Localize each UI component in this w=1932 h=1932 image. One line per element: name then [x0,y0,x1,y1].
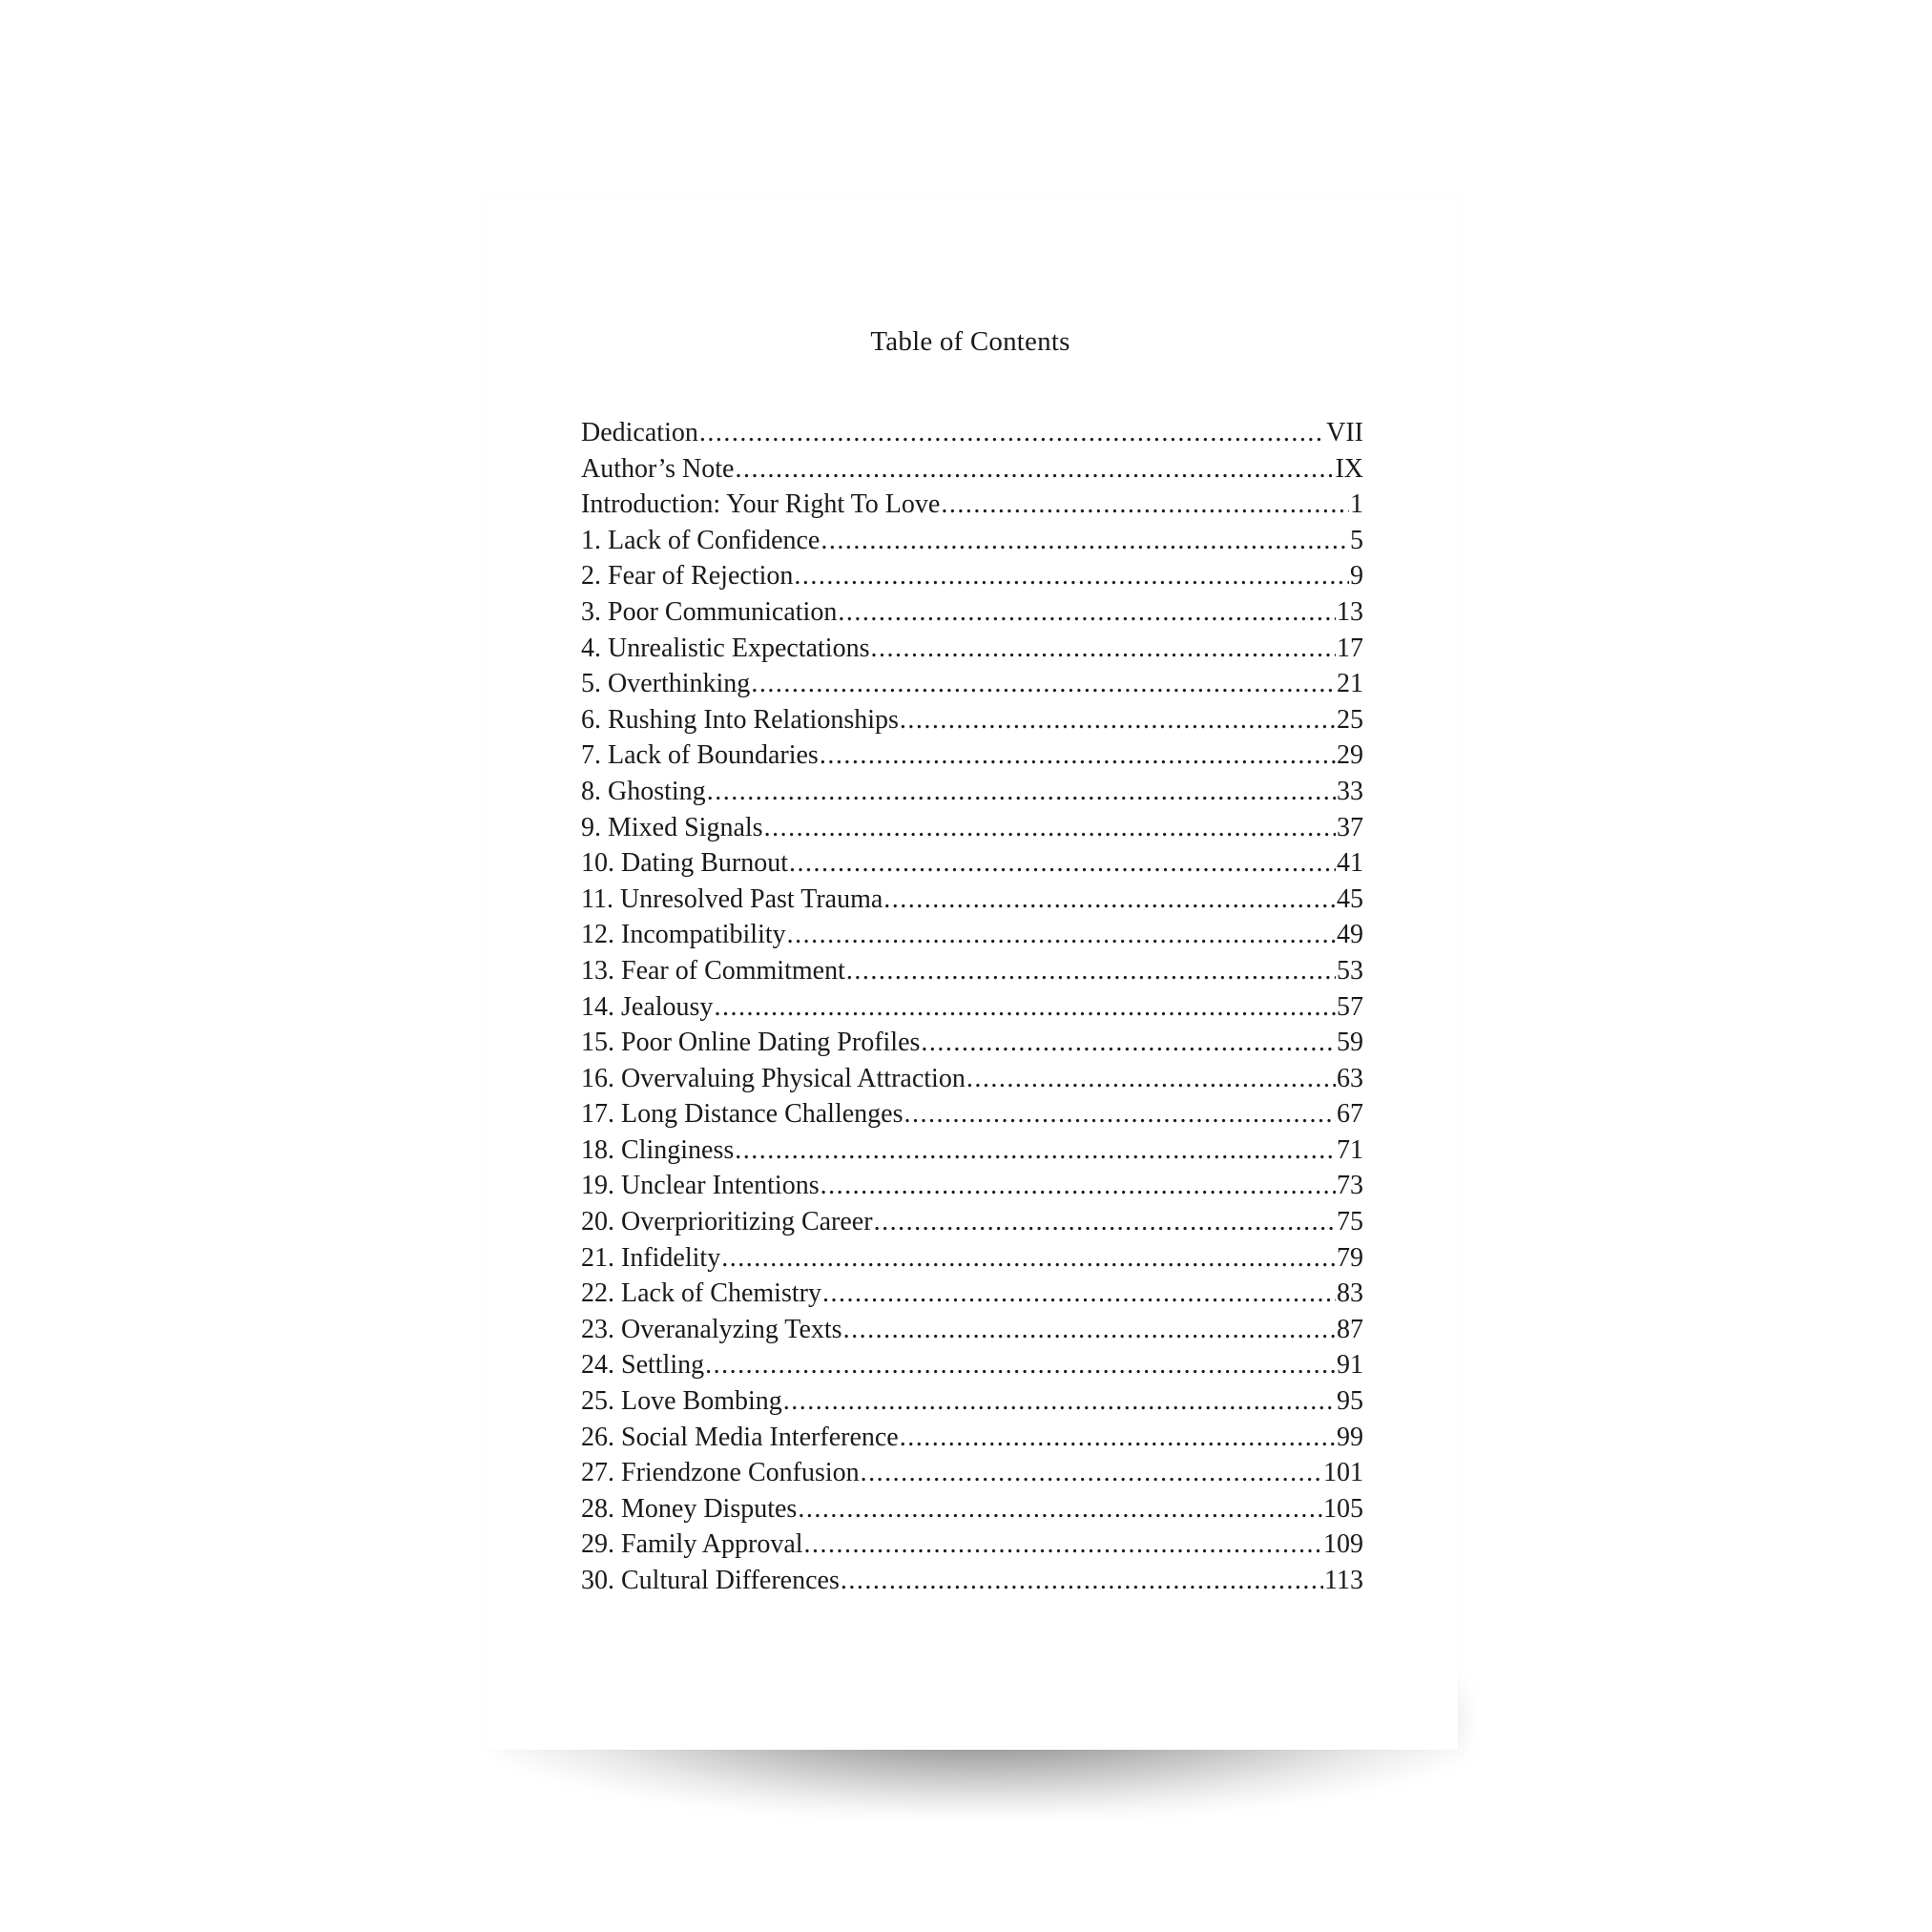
toc-leader-dots [900,705,1336,736]
toc-leader-dots [707,777,1336,807]
toc-entry-label: 7. Lack of Boundaries [581,740,819,771]
toc-entry-label: 2. Fear of Rejection [581,561,794,592]
toc-entry-label: 27. Friendzone Confusion [581,1458,860,1488]
toc-leader-dots [714,992,1336,1023]
toc-leader-dots [821,526,1349,556]
toc-entry [581,1243,1363,1279]
toc-entry [581,1350,1363,1386]
toc-leader-dots [841,1566,1323,1596]
toc-leader-dots [705,1350,1336,1381]
toc-entry-page-number: 33 [1337,776,1363,806]
toc-entry-label: 13. Fear of Commitment [581,955,845,986]
toc-leader-dots [787,920,1336,950]
toc-entry [581,740,1363,777]
toc-leader-dots [721,1243,1336,1274]
toc-entry-label: 12. Incompatibility [581,920,786,950]
toc-entry-label: 28. Money Disputes [581,1493,798,1524]
toc-entry-page-number: 99 [1337,1422,1363,1452]
toc-leader-dots [870,634,1336,664]
toc-entry-label: 16. Overvaluing Physical Attraction [581,1063,966,1093]
toc-leader-dots [699,418,1325,448]
toc-entry-page-number: 29 [1337,740,1363,771]
toc-entry-label: 10. Dating Burnout [581,848,788,879]
toc-entry [581,1064,1363,1100]
toc-entry-page-number: 75 [1337,1207,1363,1237]
toc-entry [581,454,1363,490]
toc-leader-dots [820,740,1336,771]
toc-leader-dots [838,597,1336,628]
toc-entry-label: 6. Rushing Into Relationships [581,704,899,735]
toc-entry-page-number: 45 [1337,883,1363,914]
toc-entry-page-number: 17 [1337,633,1363,663]
toc-entry-label: 21. Infidelity [581,1242,721,1273]
toc-entry-page-number: 21 [1337,669,1363,699]
toc-entry-page-number: 9 [1350,561,1363,592]
toc-entry-label: 19. Unclear Intentions [581,1171,820,1201]
toc-entry-page-number: 59 [1337,1028,1363,1058]
toc-entry-label: Author’s Note [581,453,735,484]
toc-entry [581,418,1363,454]
toc-entry [581,1494,1363,1530]
toc-leader-dots [921,1028,1336,1058]
toc-entry-label: 9. Mixed Signals [581,812,763,842]
toc-leader-dots [966,1064,1336,1094]
toc-entry-label: 25. Love Bombing [581,1386,782,1417]
toc-entry-page-number: 91 [1337,1350,1363,1381]
toc-entry-page-number: VII [1326,418,1363,447]
toc-entry [581,992,1363,1028]
toc-entry [581,1529,1363,1566]
toc-entry [581,489,1363,526]
toc-entry [581,1458,1363,1494]
toc-leader-dots [846,956,1336,987]
toc-entry-label: 1. Lack of Confidence [581,525,821,555]
toc-entry [581,669,1363,705]
toc-leader-dots [874,1207,1336,1237]
toc-list [581,418,1363,1602]
toc-entry-label: Dedication [581,418,698,447]
toc-leader-dots [804,1529,1322,1560]
toc-entry-page-number: 109 [1323,1529,1363,1560]
toc-leader-dots [883,884,1336,915]
toc-entry-label: Introduction: Your Right To Love [581,489,941,520]
toc-entry-page-number: 67 [1337,1099,1363,1130]
toc-entry-page-number: 63 [1337,1063,1363,1093]
toc-entry [581,1278,1363,1315]
toc-entry-page-number: 53 [1337,955,1363,986]
toc-entry-page-number: 83 [1337,1278,1363,1309]
toc-entry-label: 26. Social Media Interference [581,1422,899,1452]
toc-entry [581,597,1363,634]
toc-entry-page-number: IX [1335,453,1363,484]
toc-entry-label: 30. Cultural Differences [581,1566,840,1595]
toc-leader-dots [751,669,1336,699]
toc-entry-label: 3. Poor Communication [581,596,838,627]
toc-entry-label: 14. Jealousy [581,991,714,1022]
toc-entry-label: 17. Long Distance Challenges [581,1099,904,1130]
toc-entry-page-number: 41 [1337,848,1363,879]
toc-entry-page-number: 5 [1350,525,1363,555]
toc-entry-page-number: 79 [1337,1242,1363,1273]
toc-entry [581,1423,1363,1459]
toc-entry-page-number: 25 [1337,704,1363,735]
toc-entry [581,1315,1363,1351]
toc-entry-label: 15. Poor Online Dating Profiles [581,1028,921,1058]
toc-entry [581,1386,1363,1423]
toc-entry-label: 8. Ghosting [581,776,706,806]
toc-entry-label: 5. Overthinking [581,669,751,699]
toc-leader-dots [798,1494,1322,1525]
toc-entry [581,1099,1363,1135]
toc-leader-dots [789,848,1336,879]
toc-entry-label: 29. Family Approval [581,1529,803,1560]
toc-leader-dots [794,561,1349,592]
toc-entry-page-number: 13 [1337,596,1363,627]
toc-leader-dots [900,1423,1336,1453]
toc-entry-page-number: 105 [1323,1493,1363,1524]
toc-entry-label: 11. Unresolved Past Trauma [581,883,883,914]
toc-leader-dots [941,489,1349,520]
toc-leader-dots [904,1099,1336,1130]
toc-entry [581,813,1363,849]
toc-entry-label: 22. Lack of Chemistry [581,1278,821,1309]
document-page [483,195,1458,1750]
toc-entry [581,1566,1363,1602]
toc-entry [581,634,1363,670]
toc-entry [581,920,1363,956]
toc-entry [581,561,1363,597]
toc-leader-dots [783,1386,1336,1417]
toc-entry-page-number: 71 [1337,1134,1363,1165]
toc-leader-dots [735,1135,1336,1166]
toc-entry-page-number: 95 [1337,1386,1363,1417]
toc-leader-dots [843,1315,1336,1345]
toc-entry [581,884,1363,921]
toc-entry-label: 4. Unrealistic Expectations [581,633,870,663]
toc-entry [581,1028,1363,1064]
toc-leader-dots [764,813,1336,843]
toc-leader-dots [821,1171,1336,1201]
toc-entry-label: 20. Overprioritizing Career [581,1207,873,1237]
toc-entry [581,1135,1363,1172]
toc-entry-page-number: 101 [1323,1458,1363,1488]
toc-leader-dots [861,1458,1322,1488]
toc-entry [581,956,1363,992]
toc-entry [581,526,1363,562]
toc-leader-dots [822,1278,1336,1309]
toc-entry-page-number: 87 [1337,1314,1363,1344]
toc-entry [581,705,1363,741]
toc-entry-label: 24. Settling [581,1350,705,1381]
toc-entry [581,777,1363,813]
toc-entry-label: 23. Overanalyzing Texts [581,1314,842,1344]
toc-entry-page-number: 113 [1324,1566,1363,1595]
toc-entry-page-number: 49 [1337,920,1363,950]
toc-entry [581,848,1363,884]
toc-entry-page-number: 1 [1350,489,1363,520]
toc-entry-page-number: 73 [1337,1171,1363,1201]
toc-leader-dots [735,454,1334,485]
toc-entry-label: 18. Clinginess [581,1134,735,1165]
toc-entry-page-number: 57 [1337,991,1363,1022]
page-title: Table of Contents [870,326,1070,357]
toc-entry-page-number: 37 [1337,812,1363,842]
toc-entry [581,1207,1363,1243]
toc-entry [581,1171,1363,1207]
